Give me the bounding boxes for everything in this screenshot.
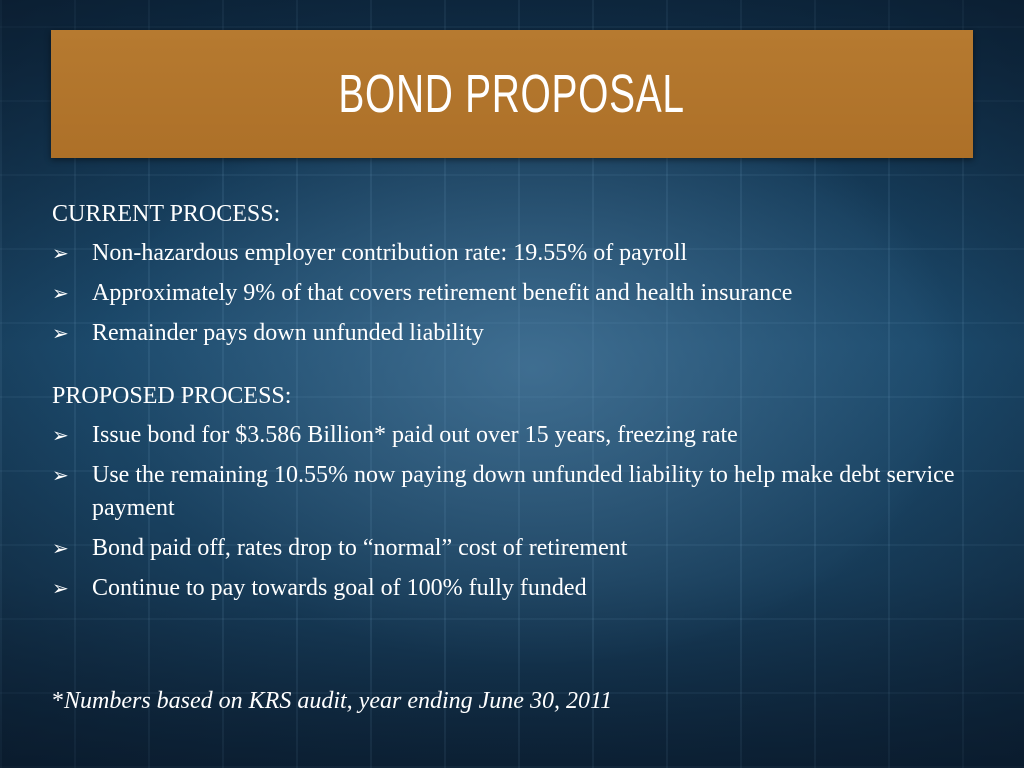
list-item bbox=[52, 532, 982, 565]
slide-title: BOND PROPOSAL bbox=[338, 64, 686, 124]
list-item bbox=[52, 277, 982, 310]
section-heading-current: CURRENT PROCESS: bbox=[52, 201, 281, 227]
current-process-list bbox=[52, 237, 982, 350]
arrow-bullet-icon: ➢ bbox=[52, 241, 69, 265]
list-item bbox=[52, 459, 982, 525]
bullet-text: Non-hazardous employer contribution rate: 19.55% of payroll bbox=[92, 240, 688, 266]
footnote-text: Numbers based on KRS audit, year ending June 30, 2011 bbox=[64, 688, 613, 714]
arrow-bullet-icon: ➢ bbox=[52, 463, 69, 487]
arrow-bullet-icon: ➢ bbox=[52, 321, 69, 345]
bullet-text: Continue to pay towards goal of 100% fully funded bbox=[92, 575, 587, 601]
section-heading-proposed: PROPOSED PROCESS: bbox=[52, 383, 292, 409]
list-item bbox=[52, 317, 982, 350]
arrow-bullet-icon: ➢ bbox=[52, 576, 69, 600]
slide-content bbox=[52, 198, 982, 612]
list-item bbox=[52, 572, 982, 605]
arrow-bullet-icon: ➢ bbox=[52, 536, 69, 560]
bullet-text: Approximately 9% of that covers retirement benefit and health insurance bbox=[92, 280, 793, 306]
arrow-bullet-icon: ➢ bbox=[52, 423, 69, 447]
title-bar bbox=[51, 30, 973, 158]
arrow-bullet-icon: ➢ bbox=[52, 281, 69, 305]
bullet-text: Remainder pays down unfunded liability bbox=[92, 320, 484, 346]
footnote bbox=[52, 686, 612, 716]
footnote-marker: * bbox=[52, 688, 64, 714]
list-item bbox=[52, 419, 982, 452]
proposed-process-list bbox=[52, 419, 982, 605]
bullet-text: Bond paid off, rates drop to “normal” cost of retirement bbox=[92, 535, 628, 561]
bullet-text: Use the remaining 10.55% now paying down unfunded liability to help make debt service payment bbox=[92, 462, 955, 521]
list-item bbox=[52, 237, 982, 270]
bullet-text: Issue bond for $3.586 Billion* paid out over 15 years, freezing rate bbox=[92, 422, 738, 448]
